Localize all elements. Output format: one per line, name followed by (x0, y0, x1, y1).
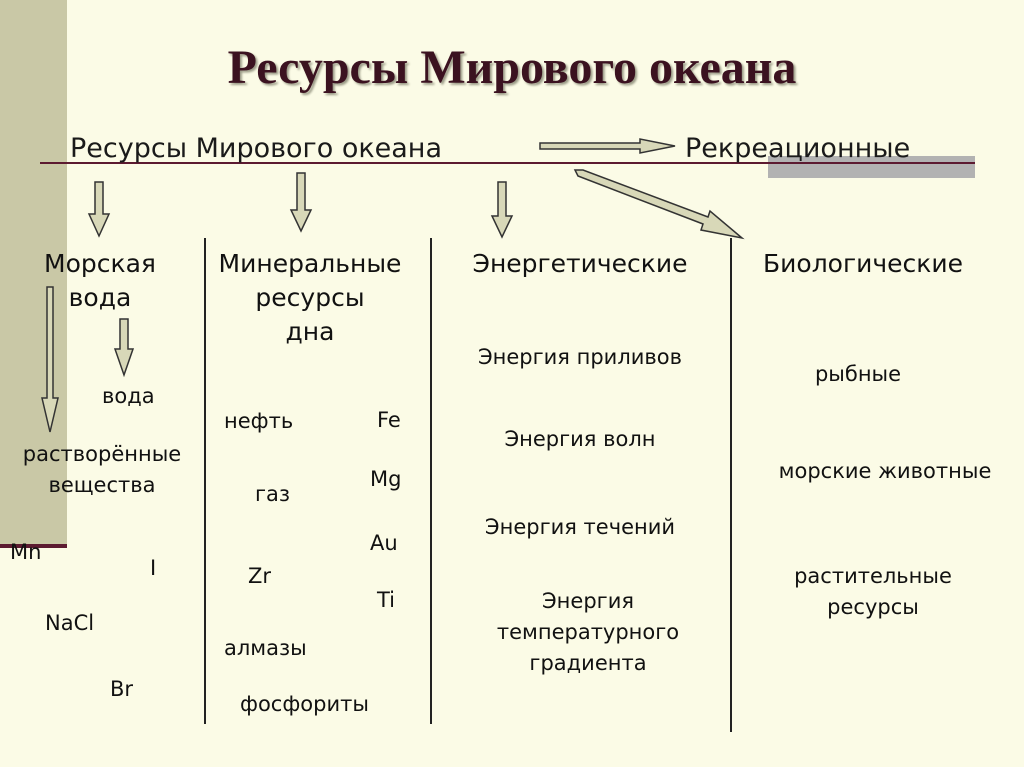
subtitle-right: Рекреационные (685, 133, 911, 164)
arrow-right-to-recreational (540, 139, 675, 153)
item-thermal-energy-line2: температурного (496, 620, 680, 644)
heading-sea-water-line2: вода (68, 283, 132, 312)
item-iodine: I (150, 556, 157, 580)
heading-biological: Биологические (763, 249, 963, 278)
arrow-down-energy (492, 182, 512, 237)
item-dissolved-line2: вещества (48, 473, 156, 497)
item-mg: Mg (370, 467, 402, 491)
item-thermal-energy-line3: градиента (529, 651, 647, 675)
item-wave-energy: Энергия волн (504, 427, 656, 451)
item-zr: Zr (248, 564, 272, 588)
item-fish: рыбные (814, 362, 902, 386)
item-gas: газ (255, 482, 291, 506)
item-au: Au (370, 531, 398, 555)
arrow-down-mineral (291, 173, 311, 231)
arrow-diagonal-biological (575, 170, 742, 238)
item-plant-resources-line2: ресурсы (827, 595, 919, 619)
arrow-down-water (115, 319, 133, 375)
item-plant-resources-line1: растительные (794, 564, 952, 588)
arrow-down-sea-water (89, 182, 109, 236)
heading-mineral-line3: дна (285, 317, 335, 346)
heading-mineral-line1: Минеральные (218, 249, 402, 278)
item-ti: Ti (377, 588, 396, 612)
item-mn: Mn (10, 540, 42, 564)
item-phosphorites: фосфориты (240, 692, 369, 716)
heading-mineral-line2: ресурсы (255, 283, 365, 312)
item-diamonds: алмазы (224, 636, 307, 660)
item-thermal-energy-line1: Энергия (542, 589, 634, 613)
item-oil: нефть (224, 409, 294, 433)
item-nacl: NaCl (45, 611, 95, 635)
item-tidal-energy: Энергия приливов (477, 345, 682, 369)
item-current-energy: Энергия течений (484, 515, 676, 539)
item-br: Br (110, 677, 134, 701)
item-fe: Fe (377, 408, 401, 432)
heading-sea-water-line1: Морская (44, 249, 156, 278)
page-title: Ресурсы Мирового океана (227, 41, 797, 94)
item-dissolved-line1: растворённые (22, 442, 182, 466)
subtitle-left: Ресурсы Мирового океана (70, 133, 443, 164)
item-marine-animals: морские животные (778, 459, 992, 483)
heading-energy: Энергетические (472, 249, 688, 278)
item-water: вода (102, 384, 155, 408)
